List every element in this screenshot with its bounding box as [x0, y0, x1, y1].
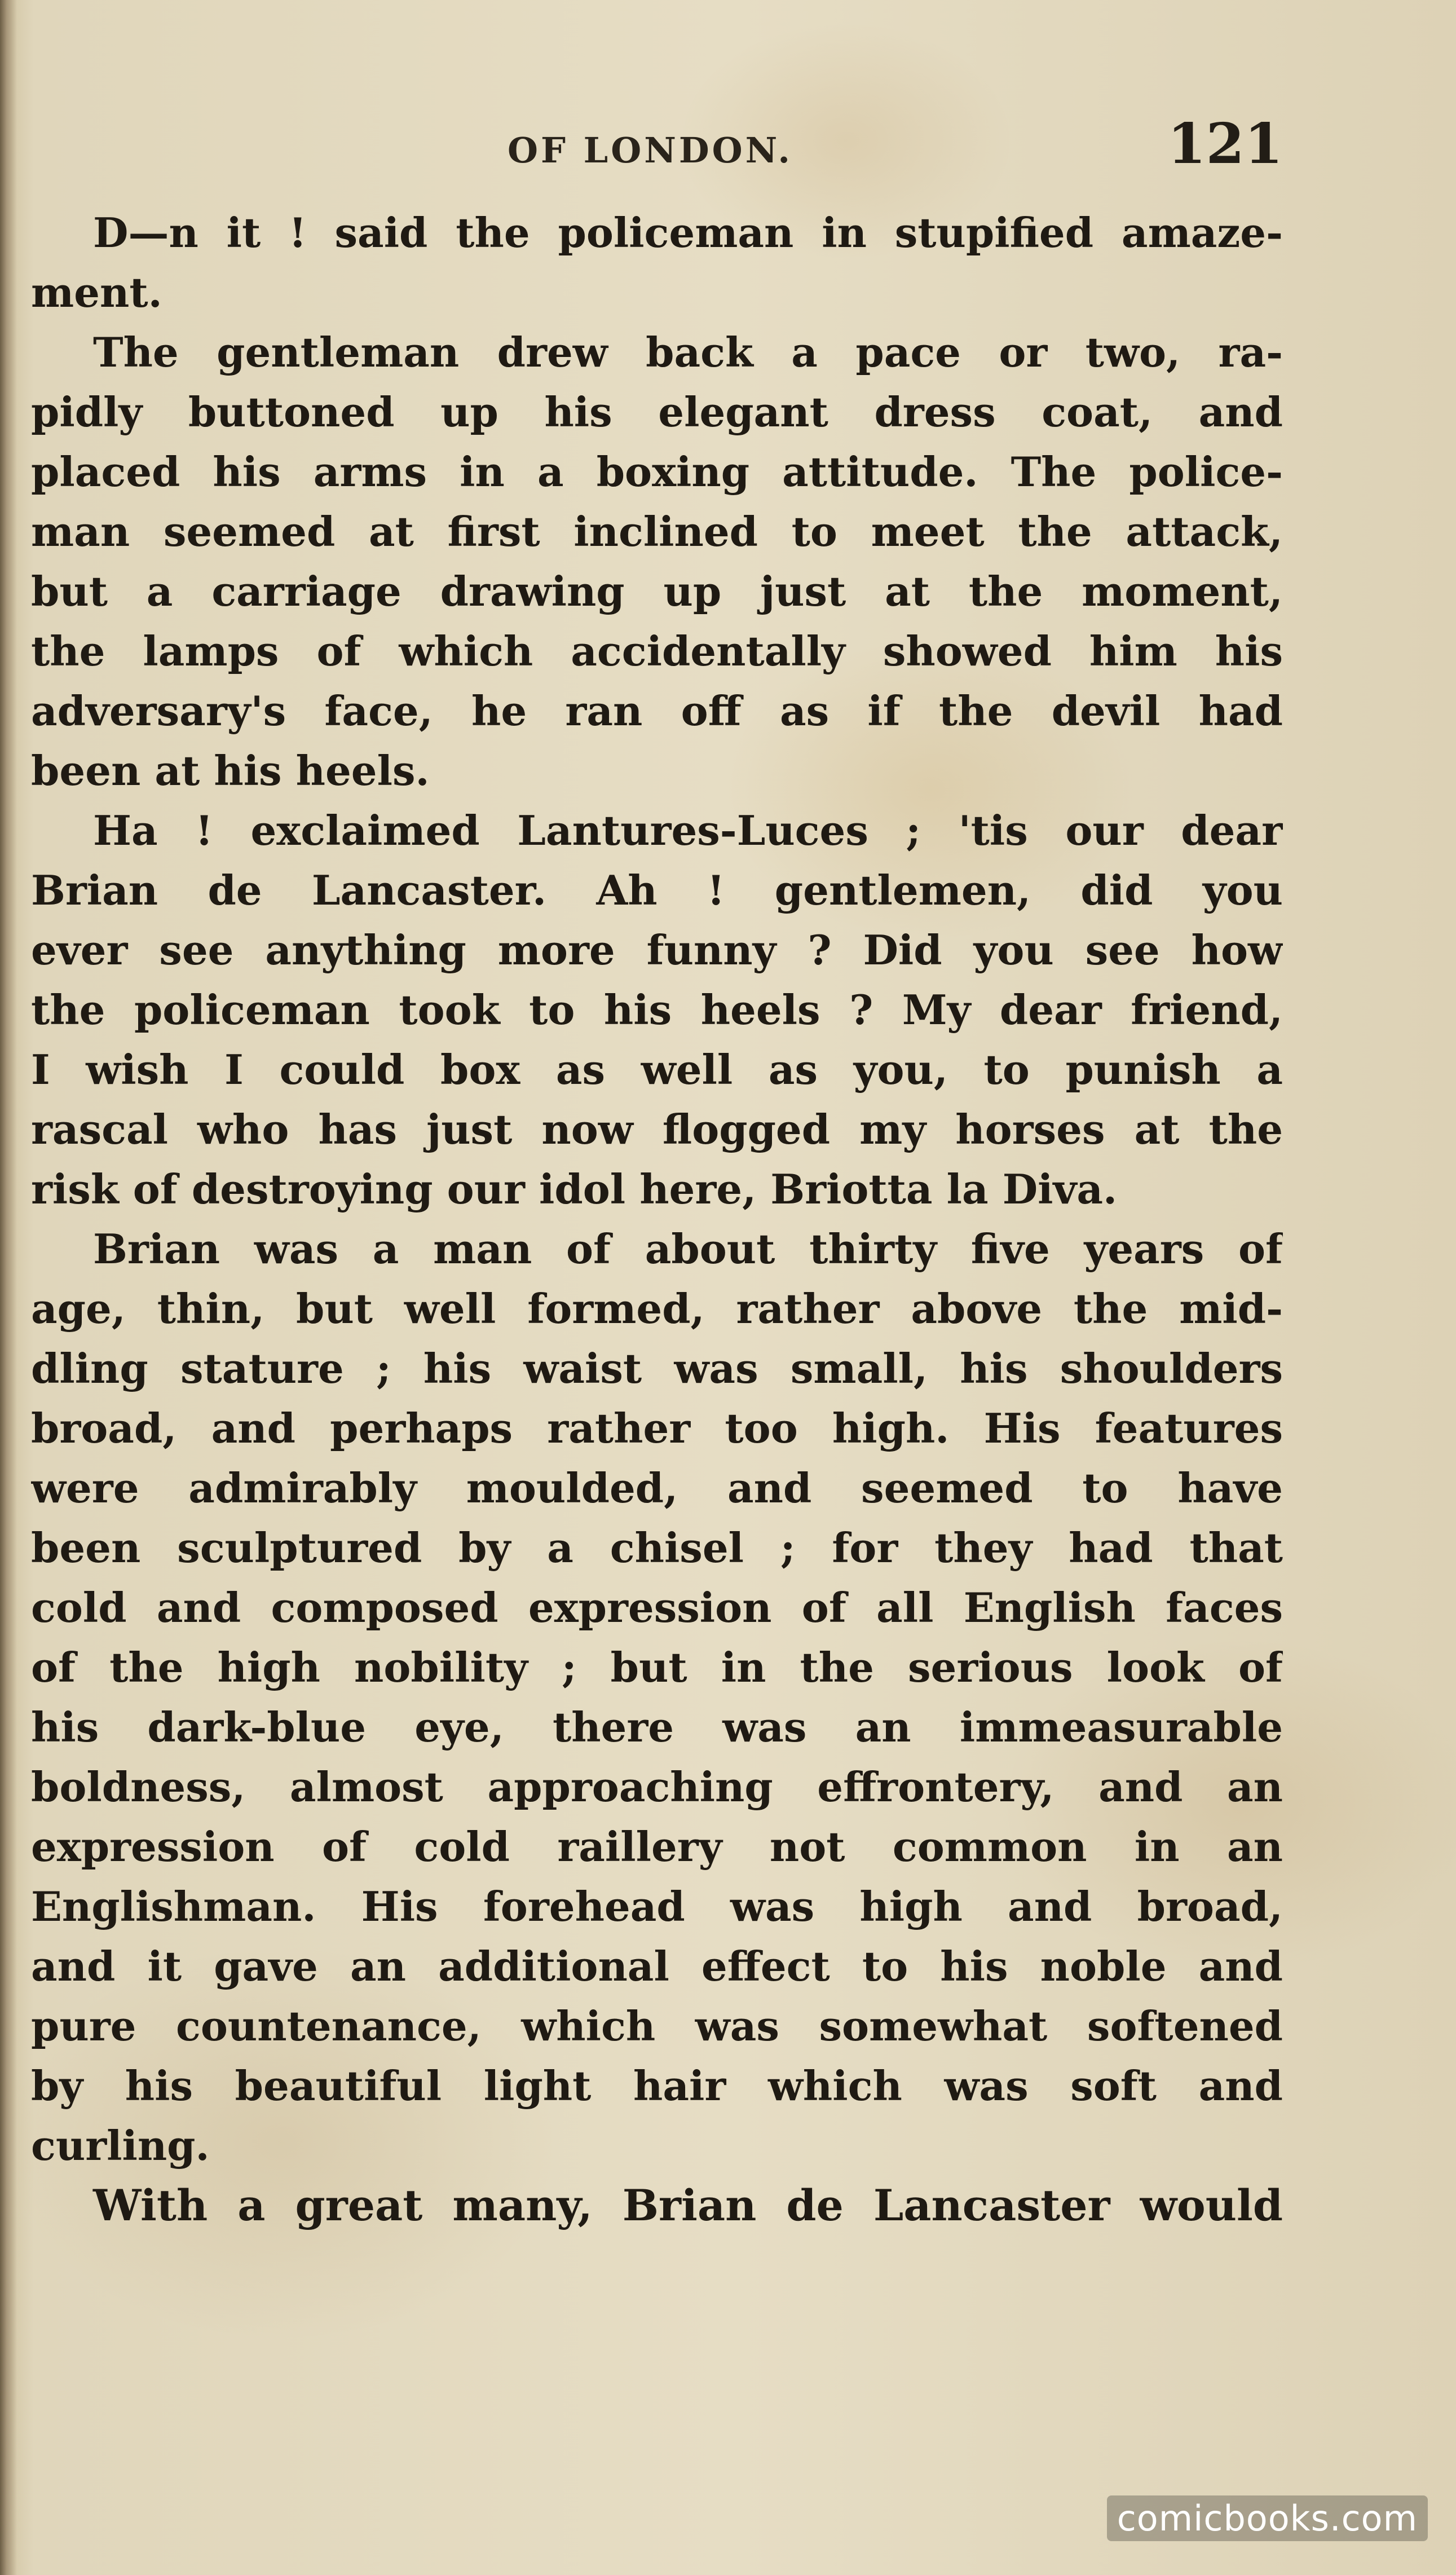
text-line: been at his heels. [31, 747, 430, 795]
running-head: OF LONDON. [508, 130, 793, 171]
text-line: man seemed at first inclined to meet the attack, [31, 508, 1283, 555]
text-line: D—n it ! said the policeman in stupified amaze- [93, 209, 1283, 257]
text-line: cold and composed expression of all English faces [31, 1584, 1283, 1632]
text-line: Brian de Lancaster. Ah ! gentlemen, did you [31, 866, 1283, 914]
body-text [31, 203, 1283, 2236]
text-line: Brian was a man of about thirty five years of [93, 1225, 1283, 1273]
text-line: pidly buttoned up his elegant dress coat, and [31, 388, 1283, 436]
text-line: by his beautiful light hair which was soft and [31, 2062, 1283, 2110]
text-line: expression of cold raillery not common in an [31, 1823, 1283, 1871]
text-line: Englishman. His forehead was high and broad, [31, 1882, 1283, 1930]
text-line: I wish I could box as well as you, to punish a [31, 1046, 1283, 1094]
text-line: ment. [31, 268, 162, 316]
text-line: rascal who has just now flogged my horses at the [31, 1105, 1283, 1153]
text-line: and it gave an additional effect to his noble and [31, 1942, 1283, 1990]
book-page [31, 102, 1283, 2236]
text-line: placed his arms in a boxing attitude. The police- [31, 448, 1283, 496]
text-line: The gentleman drew back a pace or two, ra- [93, 328, 1283, 376]
text-line: Ha ! exclaimed Lantures-Luces ; 'tis our dear [93, 806, 1283, 854]
text-line: his dark-blue eye, there was an immeasurable [31, 1703, 1283, 1751]
text-line: curling. [31, 2122, 210, 2170]
text-line: of the high nobility ; but in the serious look of [31, 1643, 1283, 1691]
text-line: boldness, almost approaching effrontery, and an [31, 1763, 1283, 1811]
text-line: but a carriage drawing up just at the moment, [31, 567, 1283, 615]
text-line: the policeman took to his heels ? My dear friend, [31, 986, 1283, 1034]
text-line: With a great many, Brian de Lancaster would [93, 2180, 1283, 2230]
text-line: age, thin, but well formed, rather above the mid- [31, 1285, 1283, 1333]
text-line: the lamps of which accidentally showed him his [31, 627, 1283, 675]
text-line: risk of destroying our idol here, Briotta la Diva. [31, 1165, 1118, 1213]
book-spine-edge [0, 0, 17, 2575]
page-number: 121 [1167, 112, 1283, 177]
text-line: adversary's face, he ran off as if the devil had [31, 687, 1283, 735]
watermark: comicbooks.com [1107, 2495, 1428, 2541]
page-header [31, 102, 1283, 186]
text-line: broad, and perhaps rather too high. His features [31, 1404, 1283, 1452]
text-line: pure countenance, which was somewhat softened [31, 2002, 1283, 2050]
text-line: dling stature ; his waist was small, his shoulders [31, 1344, 1283, 1392]
text-line: been sculptured by a chisel ; for they had that [31, 1524, 1283, 1572]
text-line: were admirably moulded, and seemed to have [31, 1464, 1283, 1512]
text-line: ever see anything more funny ? Did you see how [31, 926, 1283, 974]
